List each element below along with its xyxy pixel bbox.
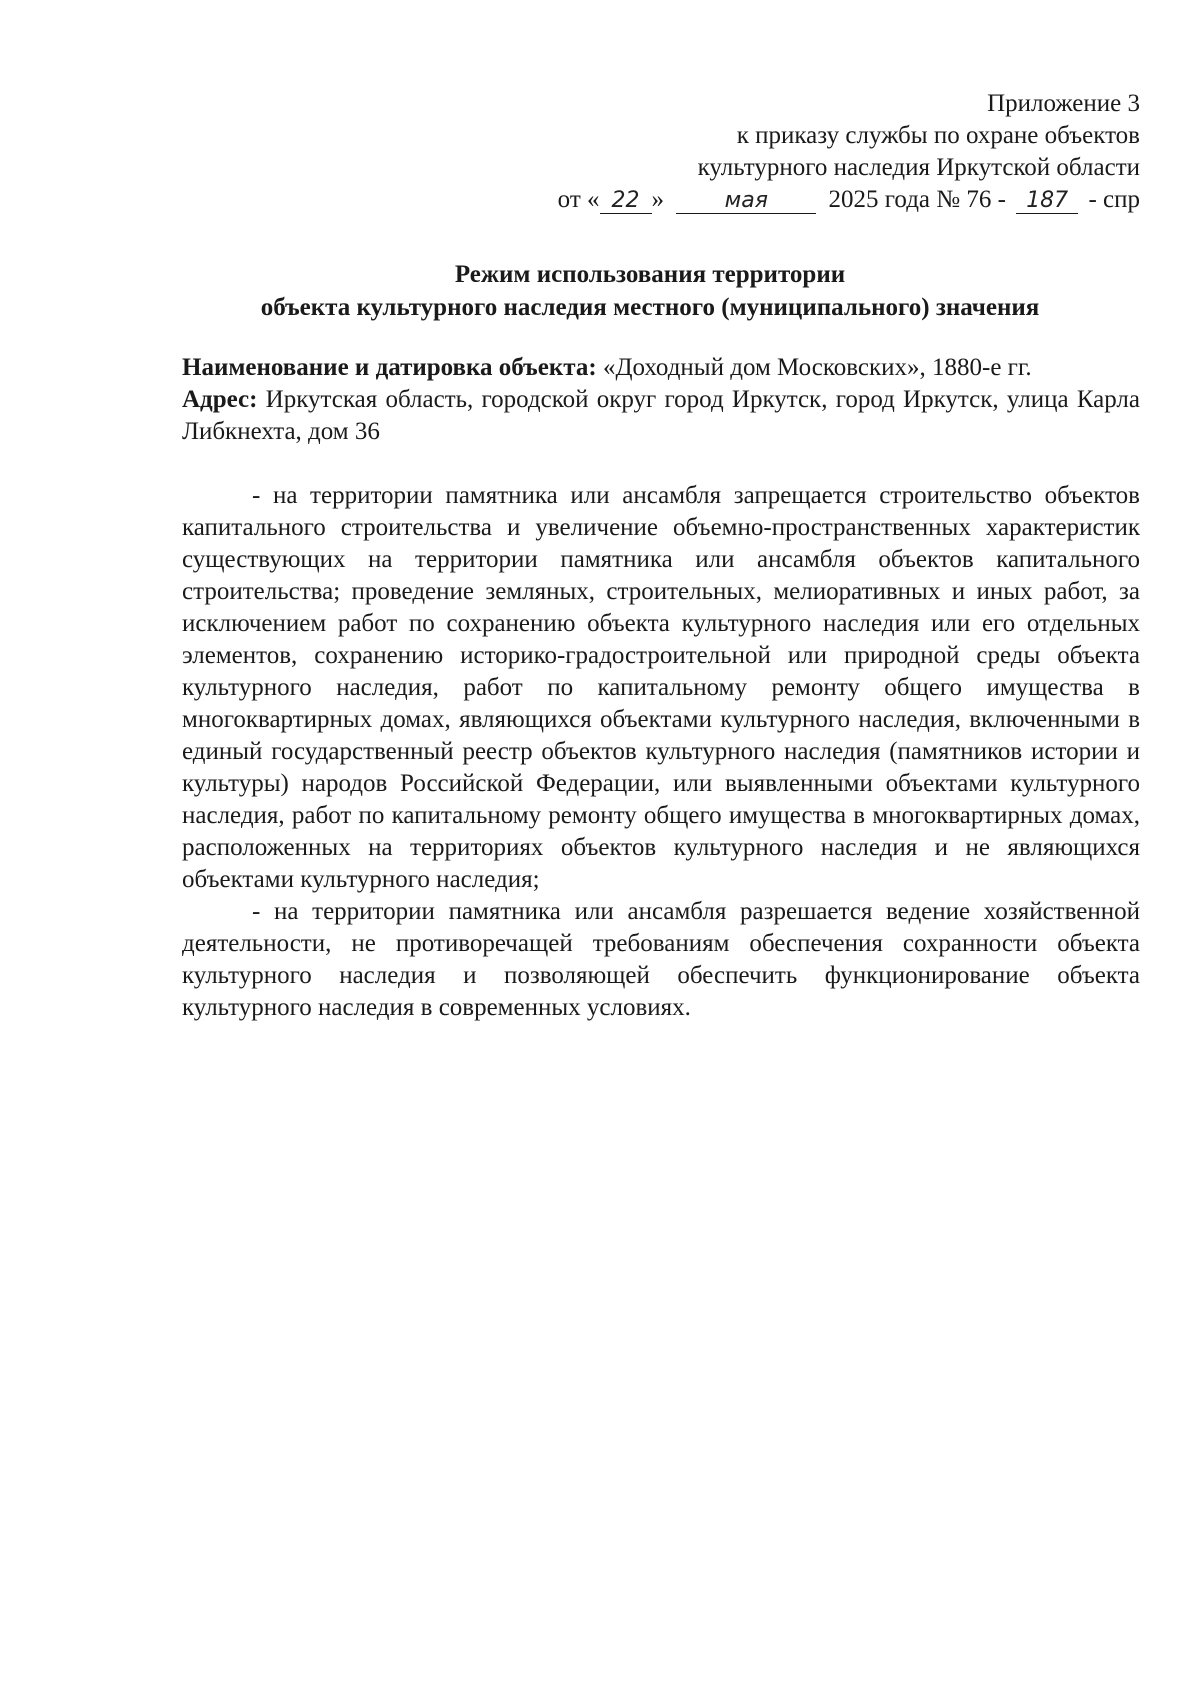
object-address-label: Адрес:: [182, 386, 258, 413]
object-info: [182, 352, 1140, 448]
object-name-label: Наименование и датировка объекта:: [182, 354, 597, 381]
date-mid: »: [651, 186, 665, 213]
order-suffix: - спр: [1088, 186, 1140, 213]
year-and-number-prefix: 2025 года № 76 -: [828, 186, 1006, 213]
title-line-2: объекта культурного наследия местного (муниципального) значения: [260, 294, 1040, 321]
handwritten-day: 22: [600, 189, 652, 214]
appendix-authority: культурного наследия Иркутской области: [697, 154, 1140, 181]
document-title: [170, 258, 1130, 324]
object-name-row: [182, 352, 1140, 384]
appendix-date-line: [558, 184, 1140, 216]
appendix-title: Приложение 3: [987, 90, 1140, 117]
object-address-value: Иркутская область, городской округ город Иркутск, город Иркутск, улица Карла Либкнехта, дом 36: [182, 386, 1140, 445]
handwritten-order-number: 187: [1016, 189, 1078, 214]
prohibition-paragraph: - на территории памятника или ансамбля запрещается строительство объектов капитального строительства и увеличение объемно-пространственных характеристик существующих на территории памятника или ансамбля объектов капитального строительства; проведение земляных, строительных, мелиоративных и иных работ, за исключением работ по сохранению объекта культурного наследия или его отдельных элементов, сохранению историко-градостроительной или природной среды объекта культурного наследия, работ по капитальному ремонту общего имущества в многоквартирных домах, являющихся объектами культурного наследия, включенными в единый государственный реестр объектов культурного наследия (памятников истории и культуры) народов Российской Федерации, или выявленными объектами культурного наследия, работ по капитальному ремонту общего имущества в многоквартирных домах, расположенных на территориях объектов культурного наследия и не являющихся объектами культурного наследия;: [182, 482, 1140, 893]
appendix-order-ref: к приказу службы по охране объектов: [736, 122, 1140, 149]
date-prefix: от «: [557, 186, 600, 213]
appendix-header: [558, 88, 1140, 216]
title-line-1: Режим использования территории: [454, 261, 846, 288]
object-address-row: [182, 384, 1140, 448]
permission-paragraph: - на территории памятника или ансамбля разрешается ведение хозяйственной деятельности, не противоречащей требованиям обеспечения сохранности объекта культурного наследия и позволяющей обеспечить функционирование объекта культурного наследия в современных условиях.: [182, 898, 1140, 1021]
regime-text: [182, 480, 1140, 1024]
object-name-value: «Доходный дом Московских», 1880-е гг.: [602, 354, 1032, 381]
handwritten-month: мая: [676, 189, 816, 214]
